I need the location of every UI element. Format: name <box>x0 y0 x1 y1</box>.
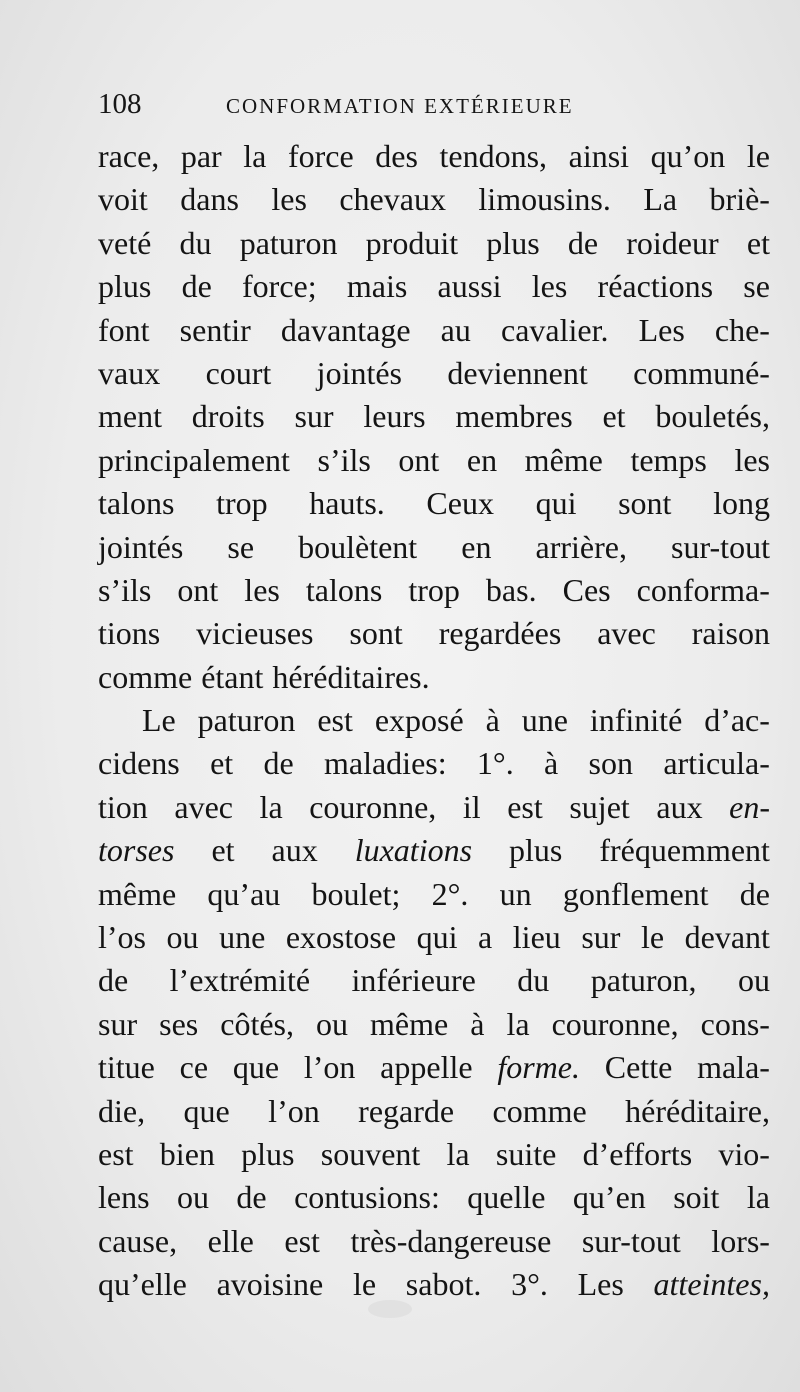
word: Les <box>577 1266 624 1303</box>
word: la <box>259 788 283 825</box>
word: ou <box>176 1179 209 1216</box>
word: bouletés, <box>655 398 770 435</box>
word: étant <box>201 658 264 695</box>
word: torses <box>98 832 175 869</box>
word: en <box>466 441 498 478</box>
text-line <box>98 309 770 352</box>
word: infinité <box>589 702 683 739</box>
word: temps <box>630 441 707 478</box>
word: côtés, <box>220 1005 294 1042</box>
word: le <box>352 1266 377 1303</box>
word: Ceux <box>426 485 494 522</box>
word: mais <box>346 268 408 305</box>
word: tendons, <box>439 138 548 174</box>
text-line <box>98 656 770 699</box>
word: souvent <box>320 1135 421 1172</box>
word: Cette <box>604 1049 673 1086</box>
word: 1°. <box>476 745 514 782</box>
word: deviennent <box>447 354 588 391</box>
word: force; <box>242 268 317 305</box>
word: à <box>470 1005 485 1042</box>
word: se <box>743 268 770 305</box>
word: les <box>531 268 568 305</box>
body-text <box>98 135 770 1307</box>
word: lens <box>98 1179 150 1216</box>
word: trop <box>408 571 460 608</box>
word: produit <box>365 224 459 261</box>
word: boulètent <box>298 528 418 565</box>
word: le <box>640 919 665 956</box>
word: du <box>179 224 212 261</box>
text-line <box>98 1090 770 1133</box>
word: inférieure <box>351 962 476 999</box>
word: l’on <box>268 1092 320 1129</box>
word: sur <box>581 919 621 956</box>
word: quelle <box>467 1179 546 1216</box>
text-line <box>98 482 770 525</box>
word: che- <box>714 311 770 348</box>
word: même <box>370 1005 449 1042</box>
word: les <box>244 571 280 608</box>
word: qui <box>535 485 577 522</box>
word: fréquemment <box>599 832 770 869</box>
word: avoisine <box>216 1266 324 1303</box>
word: qui <box>416 919 458 956</box>
word: sur <box>98 1005 138 1042</box>
word: se <box>227 528 255 565</box>
word: boulet; <box>311 875 401 912</box>
word: regardées <box>438 615 562 652</box>
word: conforma- <box>636 571 770 608</box>
word: vio- <box>718 1135 770 1172</box>
word: du <box>517 962 550 999</box>
text-line <box>98 439 770 482</box>
word: 3°. <box>511 1266 548 1303</box>
word: die, <box>98 1092 146 1129</box>
word: il <box>462 788 481 825</box>
word: comme <box>98 658 193 695</box>
word: communé- <box>633 354 770 391</box>
word: héréditaire, <box>625 1092 770 1129</box>
word: jointés <box>316 354 402 391</box>
word: droits <box>191 398 265 435</box>
word: sujet <box>569 788 630 825</box>
word: chevaux <box>339 181 446 218</box>
word: de <box>739 875 770 912</box>
word: est <box>284 1222 320 1259</box>
word: long <box>713 485 770 522</box>
word: limousins. <box>478 181 611 218</box>
word: ou <box>166 919 199 956</box>
word: cidens <box>98 745 180 782</box>
word: un <box>499 875 532 912</box>
word: titue <box>98 1049 155 1086</box>
word: l’extrémité <box>169 962 311 999</box>
word: sentir <box>179 311 251 348</box>
word: le <box>746 138 770 174</box>
text-line <box>98 135 770 178</box>
word: paturon <box>197 702 296 739</box>
word: s’ils <box>98 571 152 608</box>
word: la <box>446 1135 470 1172</box>
word: dans <box>180 181 239 218</box>
page-number: 108 <box>98 88 142 120</box>
text-line <box>98 829 770 872</box>
word: de <box>98 962 129 999</box>
word: devant <box>684 919 770 956</box>
text-line <box>98 395 770 438</box>
word: et <box>746 224 770 261</box>
word: paturon, <box>590 962 697 999</box>
word: talons <box>98 485 175 522</box>
word: force <box>287 138 354 174</box>
word: d’ac- <box>704 702 770 739</box>
text-line <box>98 612 770 655</box>
word: qu’en <box>572 1179 646 1216</box>
word: suite <box>495 1135 557 1172</box>
word: réactions <box>597 268 714 305</box>
word: exostose <box>285 919 397 956</box>
word: sabot. <box>405 1266 482 1303</box>
word: raison <box>691 615 770 652</box>
text-line <box>98 1263 770 1306</box>
text-line <box>98 178 770 221</box>
word: héréditaires. <box>272 658 430 695</box>
word: même <box>98 875 177 912</box>
word: veté <box>98 224 152 261</box>
word: regarde <box>358 1092 455 1129</box>
word: avec <box>597 615 656 652</box>
word: ment <box>98 398 162 435</box>
word: ce <box>179 1049 209 1086</box>
word: les <box>271 181 307 218</box>
word: de <box>181 268 212 305</box>
text-line <box>98 1133 770 1176</box>
word: très-dangereuse <box>350 1222 552 1259</box>
word: plus <box>241 1135 295 1172</box>
word: son <box>588 745 633 782</box>
word: ainsi <box>568 138 630 174</box>
text-line <box>98 352 770 395</box>
word: plus <box>509 832 563 869</box>
word: et <box>602 398 626 435</box>
word: qu’au <box>207 875 281 912</box>
word: luxations <box>354 832 473 869</box>
word: sur-tout <box>671 528 770 565</box>
word: la <box>746 1179 770 1216</box>
word: race, <box>98 138 160 174</box>
word: ou <box>316 1005 349 1042</box>
word: trop <box>216 485 268 522</box>
word: lieu <box>512 919 561 956</box>
text-line <box>98 1176 770 1219</box>
word: aux <box>271 832 318 869</box>
word: court <box>205 354 272 391</box>
word: La <box>643 181 678 218</box>
word: exposé <box>374 702 464 739</box>
word: et <box>210 745 234 782</box>
word: au <box>440 311 471 348</box>
word: à <box>485 702 500 739</box>
word: tion <box>98 788 148 825</box>
word: soit <box>673 1179 720 1216</box>
word: de <box>263 745 294 782</box>
word: est <box>98 1135 134 1172</box>
text-line <box>98 742 770 785</box>
word: de <box>236 1179 267 1216</box>
word: Ces <box>562 571 611 608</box>
word: sur-tout <box>581 1222 681 1259</box>
word: cavalier. <box>500 311 609 348</box>
word: Le <box>142 702 176 739</box>
word: appelle <box>380 1049 473 1086</box>
word: roideur <box>626 224 719 261</box>
text-line <box>98 265 770 308</box>
running-head: CONFORMATION EXTÉRIEURE <box>226 94 574 118</box>
word: articula- <box>663 745 770 782</box>
word: comme <box>492 1092 587 1129</box>
text-line <box>98 569 770 612</box>
word: l’on <box>303 1049 356 1086</box>
word: une <box>521 702 568 739</box>
text-line <box>98 916 770 959</box>
word: sont <box>349 615 403 652</box>
word: font <box>98 311 150 348</box>
word: 2°. <box>431 875 469 912</box>
word: une <box>219 919 266 956</box>
word: sont <box>618 485 672 522</box>
word: plus <box>486 224 540 261</box>
word: mala- <box>697 1049 770 1086</box>
word: ou <box>737 962 770 999</box>
word: jointés <box>98 528 184 565</box>
word: que <box>183 1092 230 1129</box>
word: maladies: <box>323 745 447 782</box>
text-line <box>98 1046 770 1089</box>
word: vicieuses <box>196 615 314 652</box>
text-line <box>98 699 770 742</box>
word: contusions: <box>294 1179 440 1216</box>
word: couronne, <box>309 788 437 825</box>
word: membres <box>455 398 573 435</box>
word: s’ils <box>317 441 371 478</box>
word: est <box>317 702 353 739</box>
word: davantage <box>280 311 411 348</box>
word: les <box>734 441 770 478</box>
word: ses <box>159 1005 199 1042</box>
word: même <box>524 441 603 478</box>
word: aussi <box>437 268 502 305</box>
word: tions <box>98 615 161 652</box>
word: forme. <box>497 1049 580 1086</box>
word: bas. <box>485 571 537 608</box>
word: Les <box>638 311 685 348</box>
text-line <box>98 1003 770 1046</box>
word: atteintes, <box>653 1266 770 1303</box>
text-line <box>98 526 770 569</box>
word: elle <box>207 1222 254 1259</box>
word: à <box>544 745 559 782</box>
word: des <box>375 138 418 174</box>
word: de <box>567 224 599 261</box>
text-line <box>98 873 770 916</box>
word: talons <box>305 571 383 608</box>
word: en <box>461 528 492 565</box>
word: briè- <box>709 181 770 218</box>
word: lors- <box>711 1222 770 1259</box>
word: bien <box>159 1135 215 1172</box>
text-line <box>98 1220 770 1263</box>
word: principalement <box>98 441 290 478</box>
word: cons- <box>700 1005 770 1042</box>
word: l’os <box>98 919 146 956</box>
word: a <box>478 919 493 956</box>
word: en- <box>729 788 770 825</box>
word: avec <box>174 788 233 825</box>
word: la <box>243 138 267 174</box>
word: par <box>180 138 222 174</box>
word: qu’elle <box>98 1266 187 1303</box>
word: arrière, <box>535 528 627 565</box>
word: sur <box>294 398 334 435</box>
word: voit <box>98 181 148 218</box>
word: et <box>211 832 235 869</box>
word: vaux <box>98 354 161 391</box>
page-stain <box>368 1300 412 1318</box>
word: ont <box>398 441 440 478</box>
word: hauts. <box>309 485 385 522</box>
word: aux <box>656 788 703 825</box>
text-line <box>98 786 770 829</box>
word: paturon <box>239 224 338 261</box>
word: plus <box>98 268 152 305</box>
word: est <box>507 788 543 825</box>
word: couronne, <box>551 1005 679 1042</box>
word: leurs <box>363 398 426 435</box>
word: ont <box>177 571 219 608</box>
word: qu’on <box>650 138 726 174</box>
word: d’efforts <box>582 1135 693 1172</box>
word: la <box>506 1005 530 1042</box>
word: que <box>232 1049 280 1086</box>
text-line <box>98 959 770 1002</box>
page-header <box>98 88 658 132</box>
text-line <box>98 222 770 265</box>
word: gonflement <box>562 875 709 912</box>
word: cause, <box>98 1222 178 1259</box>
